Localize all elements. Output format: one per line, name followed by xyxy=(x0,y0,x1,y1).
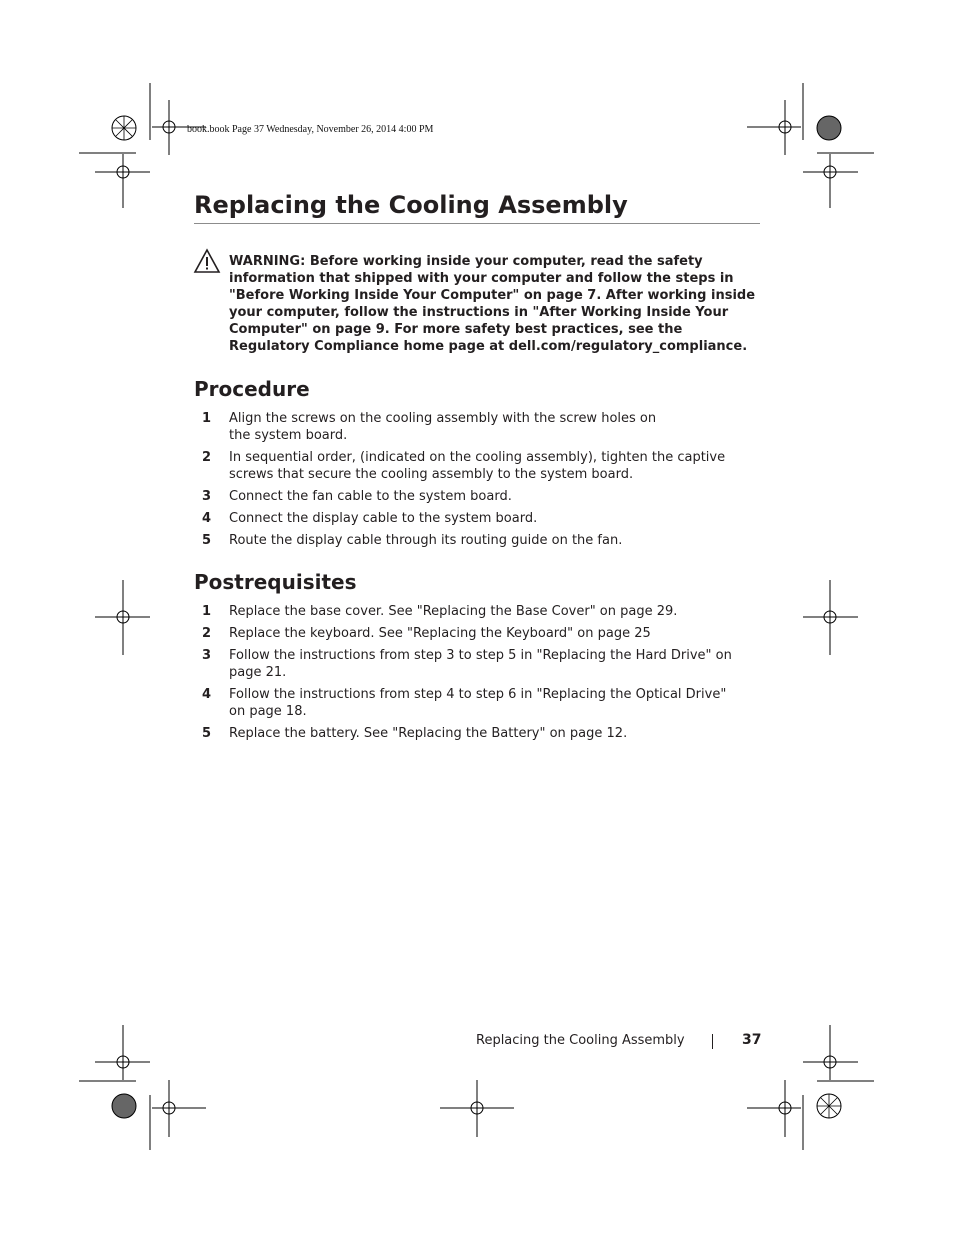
step-text: Follow the instructions from step 3 to step 5 in "Replacing the Hard Drive" on page 21. xyxy=(229,648,732,680)
step-text: Follow the instructions from step 4 to step 6 in "Replacing the Optical Drive" on page 18. xyxy=(229,687,727,719)
step-number: 2 xyxy=(202,450,212,465)
list-item xyxy=(202,449,762,483)
list-item xyxy=(202,532,762,549)
list-item xyxy=(202,488,762,505)
list-item xyxy=(202,410,762,444)
step-number: 3 xyxy=(202,648,212,663)
step-number: 4 xyxy=(202,511,212,526)
print-slug: book.book Page 37 Wednesday, November 26, 2014 4:00 PM xyxy=(187,124,434,135)
title-rule xyxy=(194,223,760,224)
page-title: Replacing the Cooling Assembly xyxy=(194,191,628,219)
list-item xyxy=(202,647,762,681)
step-text: Route the display cable through its routing guide on the fan. xyxy=(229,533,623,548)
step-text: Replace the battery. See "Replacing the Battery" on page 12. xyxy=(229,726,628,741)
list-item xyxy=(202,603,762,620)
footer-separator xyxy=(712,1034,713,1049)
step-number: 1 xyxy=(202,604,212,619)
step-text: Replace the base cover. See "Replacing the Base Cover" on page 29. xyxy=(229,604,678,619)
page-number: 37 xyxy=(742,1032,762,1048)
step-number: 5 xyxy=(202,726,212,741)
step-text: Connect the display cable to the system board. xyxy=(229,511,538,526)
step-number: 1 xyxy=(202,411,212,426)
procedure-heading: Procedure xyxy=(194,377,310,401)
step-number: 2 xyxy=(202,626,212,641)
warning-text: WARNING: Before working inside your computer, read the safety information that shipped with your computer and follow the steps in "Before Working Inside Your Computer" on page 7. After working inside your computer, follow the instructions in "After Working Inside Your Computer" on page 9. For more safety best practices, see the Regulatory Compliance home page at dell.com/regulatory_compliance. xyxy=(229,254,756,354)
step-number: 5 xyxy=(202,533,212,548)
procedure-steps xyxy=(202,410,762,554)
step-text: Connect the fan cable to the system board. xyxy=(229,489,512,504)
step-number: 4 xyxy=(202,687,212,702)
list-item xyxy=(202,510,762,527)
list-item xyxy=(202,625,762,642)
postrequisites-heading: Postrequisites xyxy=(194,570,357,594)
step-number: 3 xyxy=(202,489,212,504)
footer-section-title: Replacing the Cooling Assembly xyxy=(476,1033,685,1048)
step-text: In sequential order, (indicated on the cooling assembly), tighten the captive screws that secure the cooling assembly to the system board. xyxy=(229,450,726,482)
list-item xyxy=(202,725,762,742)
postrequisites-steps xyxy=(202,603,762,747)
list-item xyxy=(202,686,762,720)
step-text: Replace the keyboard. See "Replacing the Keyboard" on page 25 xyxy=(229,626,651,641)
step-text: Align the screws on the cooling assembly with the screw holes on the system board. xyxy=(229,411,657,443)
warning-triangle-icon xyxy=(193,248,221,274)
